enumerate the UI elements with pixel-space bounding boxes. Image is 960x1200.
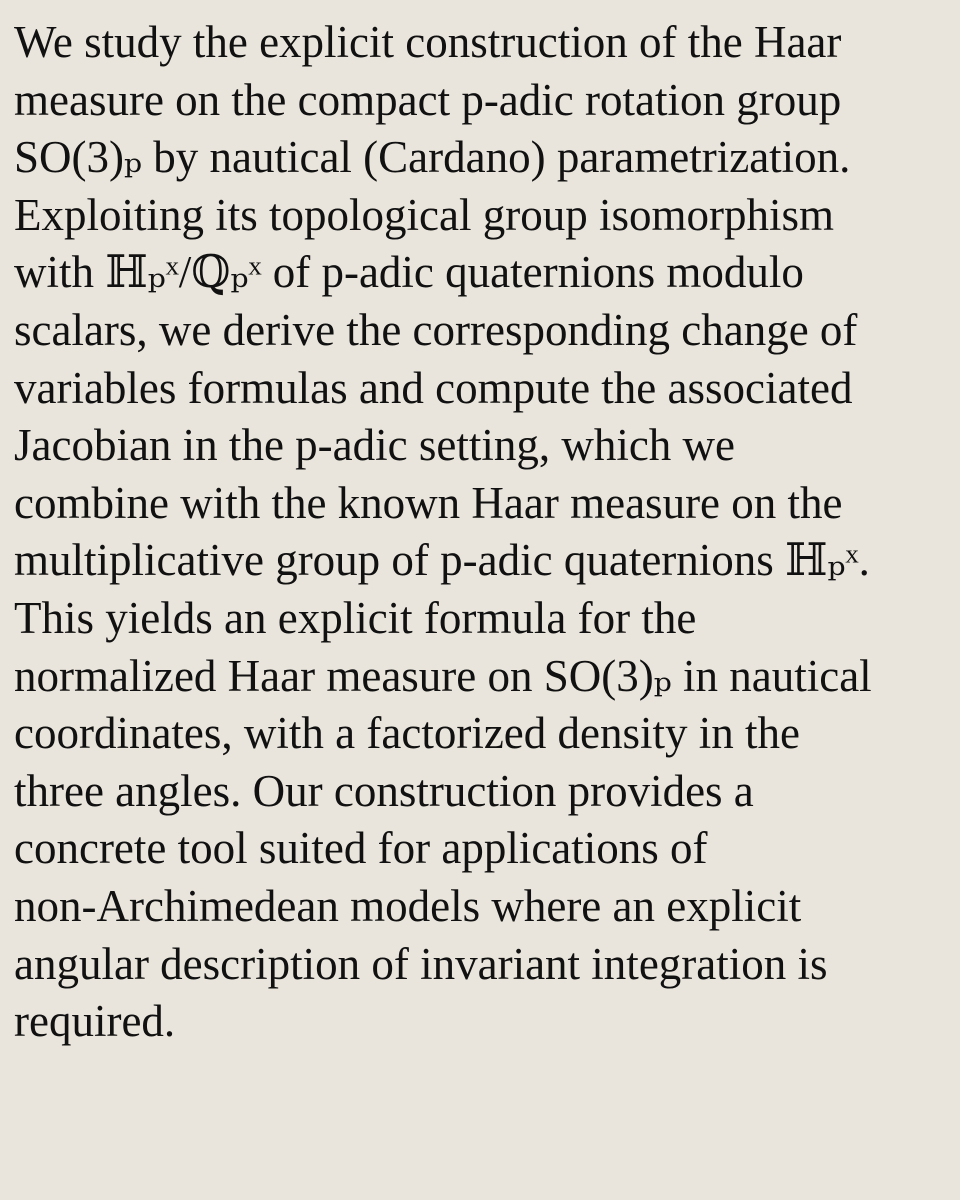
abstract-line-6: scalars, we derive the corresponding change of — [14, 304, 858, 355]
abstract-line-14: three angles. Our construction provides a — [14, 765, 754, 816]
abstract-line-9: combine with the known Haar measure on the — [14, 477, 843, 528]
abstract-line-3: SO(3)ₚ by nautical (Cardano) parametrization. — [14, 132, 851, 183]
abstract-line-4: Exploiting its topological group isomorphism — [14, 189, 834, 240]
abstract-line-11: This yields an explicit formula for the — [14, 592, 697, 643]
abstract-text — [14, 14, 946, 1051]
abstract-line-16: non-Archimedean models where an explicit — [14, 880, 802, 931]
abstract-line-7: variables formulas and compute the associated — [14, 362, 853, 413]
abstract-line-15: concrete tool suited for applications of — [14, 823, 708, 874]
abstract-line-12: normalized Haar measure on SO(3)ₚ in nautical — [14, 650, 872, 701]
abstract-line-5: with ℍₚˣ/ℚₚˣ of p-adic quaternions modulo — [14, 247, 804, 298]
abstract-line-8: Jacobian in the p-adic setting, which we — [14, 420, 736, 471]
abstract-line-1: We study the explicit construction of the Haar — [14, 17, 842, 67]
abstract-line-18: required. — [14, 996, 176, 1047]
abstract-line-13: coordinates, with a factorized density in the — [14, 708, 800, 759]
abstract-line-2: measure on the compact p-adic rotation group — [14, 74, 842, 125]
abstract-line-17: angular description of invariant integration is — [14, 938, 828, 989]
abstract-line-10: multiplicative group of p-adic quaternions ℍₚˣ. — [14, 535, 870, 586]
